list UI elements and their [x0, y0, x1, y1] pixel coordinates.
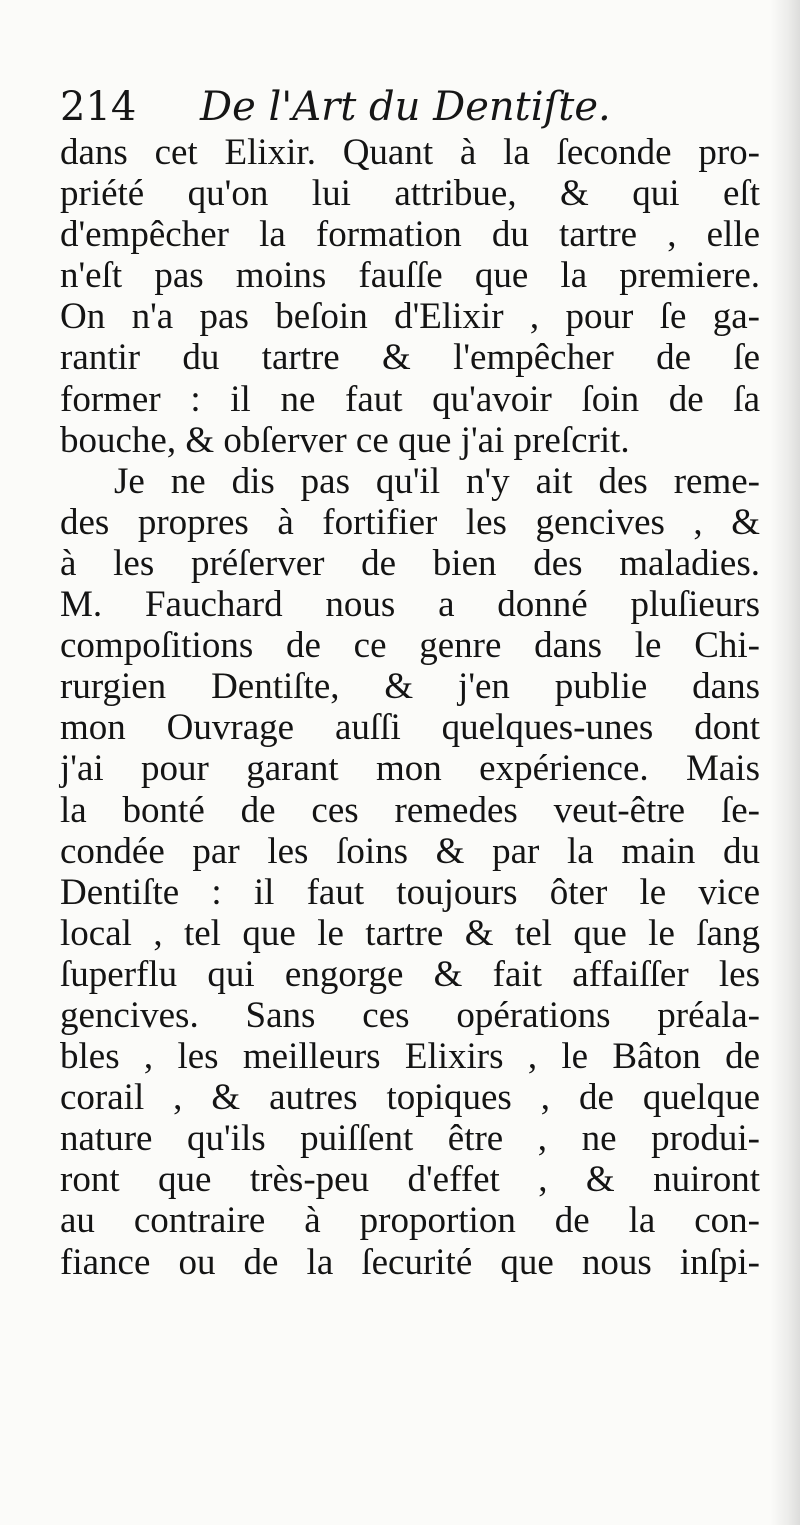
text-line: dans cet Elixir. Quant à la ſeconde pro-: [60, 132, 760, 173]
text-line: fiance ou de la ſecurité que nous inſpi-: [60, 1241, 760, 1283]
text-line: d'empêcher la formation du tartre , elle: [60, 214, 760, 256]
text-line: mon Ouvrage auſſi quelques-unes dont: [60, 707, 760, 749]
text-line: gencives. Sans ces opérations préala-: [60, 994, 760, 1036]
page-number: 214: [60, 84, 137, 130]
text-line: priété qu'on lui attribue, & qui eſt: [60, 173, 760, 215]
text-line-paragraph-start: Je ne dis pas qu'il n'y ait des reme-: [114, 460, 760, 502]
text-line: M. Fauchard nous a donné pluſieurs: [60, 584, 760, 626]
text-line: j'ai pour garant mon expérience. Mais: [60, 748, 760, 790]
text-line: nature qu'ils puiſſent être , ne produi-: [60, 1118, 760, 1160]
running-title: De l'Art du Dentiſte.: [200, 84, 611, 130]
text-line: corail , & autres topiques , de quelque: [60, 1077, 760, 1119]
text-line: local , tel que le tartre & tel que le ſang: [60, 912, 760, 954]
text-line: ront que très-peu d'effet , & nuiront: [60, 1159, 760, 1201]
text-line: n'eſt pas moins fauſſe que la premiere.: [60, 255, 760, 297]
text-line: ſuperflu qui engorge & fait affaiſſer les: [60, 953, 760, 995]
body-text: [60, 132, 760, 1283]
text-line: rantir du tartre & l'empêcher de ſe: [60, 337, 760, 379]
text-line: la bonté de ces remedes veut-être ſe-: [60, 789, 760, 831]
running-header: [60, 78, 760, 136]
text-line: au contraire à proportion de la con-: [60, 1200, 760, 1242]
page-edge-shadow: [770, 0, 800, 1525]
text-line: former : il ne faut qu'avoir ſoin de ſa: [60, 378, 760, 420]
text-line: bouche, & obſerver ce que j'ai preſcrit.: [60, 419, 630, 461]
text-line: des propres à fortifier les gencives , &: [60, 501, 760, 543]
text-line: On n'a pas beſoin d'Elixir , pour ſe ga-: [60, 296, 760, 338]
text-line: rurgien Dentiſte, & j'en publie dans: [60, 666, 760, 708]
text-line: Dentiſte : il faut toujours ôter le vice: [60, 871, 760, 913]
text-line: compoſitions de ce genre dans le Chi-: [60, 625, 760, 667]
text-line: bles , les meilleurs Elixirs , le Bâton de: [60, 1036, 760, 1078]
text-line: à les préſerver de bien des maladies.: [60, 542, 760, 584]
text-line: condée par les ſoins & par la main du: [60, 830, 760, 872]
